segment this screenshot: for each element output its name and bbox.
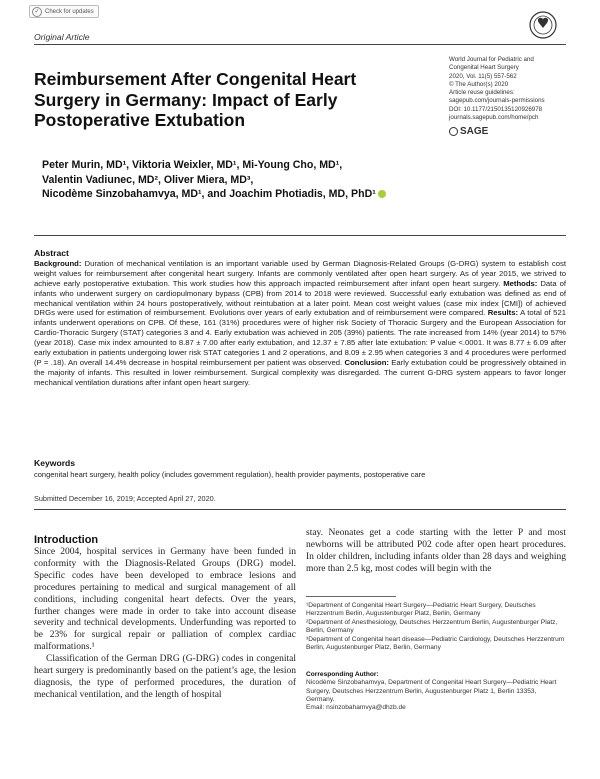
author-line: Nicodème Sinzobahamvya, MD¹, and Joachim Photiadis, MD, PhD¹ xyxy=(42,188,376,200)
corresponding-email[interactable]: Email: nsinzobahamvya@dhzb.de xyxy=(306,704,406,712)
sage-logo-text: SAGE xyxy=(460,126,489,137)
abstract-conclusion: Early extubation could be progressively obtained in the majority of infants. This resulted in lower reimbursement. Surgical complexity was disregarded. The current G-DRG system appears to favor longer mechanical ventilation durations after infant open heart surgery. xyxy=(34,357,566,387)
affiliations xyxy=(306,602,566,653)
article-title: Reimbursement After Congenital Heart Surgery in Germany: Impact of Early Postoperative Extubation xyxy=(34,69,357,130)
body-column-left xyxy=(34,547,296,702)
author-line: Peter Murin, MD¹, Viktoria Weixler, MD¹, Mi-Young Cho, MD¹, xyxy=(42,159,343,171)
journal-info-line: World Journal for Pediatric and xyxy=(449,56,534,63)
journal-info-line[interactable]: DOI: 10.1177/2150135120926978 xyxy=(449,105,543,113)
check-icon: ✓ xyxy=(32,7,42,17)
body-top-rule xyxy=(34,509,566,510)
abstract-results-label: Results: xyxy=(487,308,519,318)
intro-paragraph: Since 2004, hospital services in Germany have been funded in conformity with the Diagnosis-Related Groups (DRG) model. Specific codes have been developed to embrace lesions and procedures pertaining to medical and surgical management of all conditions, including congenital heart defects. Over the years, further changes were made in order to take into account disease severity and technical developments. Underfunding was reported to be 23% for surgical repair or palliation of complex cardiac malformations.¹ xyxy=(34,547,296,653)
abstract-background-label: Background: xyxy=(34,258,82,268)
abstract-conclusion-label: Conclusion: xyxy=(344,357,389,367)
journal-info-line[interactable]: sagepub.com/journals-permissions xyxy=(449,97,545,105)
intro-paragraph: stay. Neonates get a code starting with the letter P and most newborns will be attributed P02 code after open heart procedures. In older children, including infants older than 28 days and weighing more than 2.5 kg, most codes will begin with the xyxy=(306,528,566,574)
affiliation: ³Department of Congenital heart disease—Pediatric Cardiology, Deutsches Herzzentrum Berlin, Augustenburger Platz, Berlin, Germany xyxy=(306,636,565,652)
author-line: Valentin Vadiunec, MD², Oliver Miera, MD³, xyxy=(42,173,254,186)
keywords-text: congenital heart surgery, health policy (includes government regulation), health provider payments, postoperative care xyxy=(34,470,426,479)
abstract-methods-label: Methods: xyxy=(503,278,538,288)
corresponding-text: Nicodème Sinzobahamvya, Department of Congenital Heart Surgery—Pediatric Heart Surgery, Deutsches Herzzentrum Berlin, Augustenburger Platz 1, Berlin 13353, Germany. xyxy=(306,679,557,703)
article-type: Original Article xyxy=(34,32,90,42)
affiliation: ¹Department of Congenital Heart Surgery—Pediatric Heart Surgery, Deutsches Herzzentrum Berlin, Augustenburger Platz, Berlin, Germany xyxy=(306,602,536,618)
check-for-updates-badge[interactable] xyxy=(29,5,99,18)
journal-info-line[interactable]: journals.sagepub.com/home/pch xyxy=(449,114,539,122)
abstract-top-rule xyxy=(34,235,566,236)
corresponding-heading: Corresponding Author: xyxy=(306,671,379,678)
check-badge-label: Check for updates xyxy=(45,8,94,15)
intro-paragraph: Classification of the German DRG (G-DRG) codes in congenital heart surgery is predominantly based on the patient’s age, the lesion diagnosis, the type of performed procedures, the duration of mechanical ventilation, and the length of hospital xyxy=(34,654,296,700)
keywords-heading: Keywords xyxy=(34,458,76,468)
abstract-methods: Data of infants who underwent surgery on cardiopulmonary bypass (CPB) from 2014 to 2018 were reviewed. Successful early extubation was defined as end of mechanical ventilation within 24 hours postoperatively, without reintubation at a later point. Mean cost weight values (case mix index [CMI]) of achieved DRGs were used for estimation of reimbursement. Evolutions over years of early extubation and of reimbursement were compared. xyxy=(34,278,566,318)
corresponding-author xyxy=(306,671,566,712)
sage-logo-icon xyxy=(449,127,458,136)
abstract xyxy=(34,249,566,388)
abstract-body xyxy=(34,259,566,388)
affiliation-rule xyxy=(306,596,396,597)
affiliation: ²Department of Anesthesiology, Deutsches Herzzentrum Berlin, Augustenburger Platz, Berlin, Germany xyxy=(306,619,558,635)
abstract-results: A total of 521 infants underwent operations on CPB. Of these, 161 (31%) procedures were of higher risk Society of Thoracic Surgery and the European Association for Cardio-Thoracic Surgery (STAT) categories 3 and 4. Early extubation was achieved in 205 (39%) patients. The rate increased from 14% (year 2014) to 57% (year 2018). Case mix index amounted to 8.87 ± 7.00 after early extubation, and 12.37 ± 7.85 after late extubation: P value <.0001. It was 8.77 ± 6.09 after early extubation in patients undergoing lower risk STAT categories 1 and 2 operations, and 8.09 ± 2.95 when categories 3 and 4 procedures were performed (P = .18). An overall 14.4% decrease in hospital reimbursement per patient was observed. xyxy=(34,308,566,367)
society-seal-icon xyxy=(528,10,558,40)
journal-info xyxy=(449,56,579,122)
body-column-right xyxy=(306,528,566,576)
journal-info-line: © The Author(s) 2020 xyxy=(449,80,509,88)
abstract-background: Duration of mechanical ventilation is an important variable used by German Diagnosis-Related Groups (G-DRG) system to establish cost weight values for reimbursement after congenital heart surgery. Infants are commonly ventilated after open heart surgery. As of year 2015, we strived to achieve early postoperative extubation. This work studies how this approach impacted reimbursement after infant open heart surgery. xyxy=(34,258,567,288)
introduction-heading: Introduction xyxy=(34,534,99,546)
journal-info-line: 2020, Vol. 11(5) 557-562 xyxy=(449,72,517,80)
journal-info-line: Congenital Heart Surgery xyxy=(449,64,519,72)
abstract-heading: Abstract xyxy=(34,248,69,258)
sage-logo xyxy=(449,126,488,137)
journal-info-line[interactable]: Article reuse guidelines: xyxy=(449,89,515,97)
author-list xyxy=(42,158,462,202)
orcid-icon[interactable] xyxy=(378,190,386,198)
submission-dates: Submitted December 16, 2019; Accepted April 27, 2020. xyxy=(34,494,216,503)
header-rule xyxy=(34,44,566,45)
